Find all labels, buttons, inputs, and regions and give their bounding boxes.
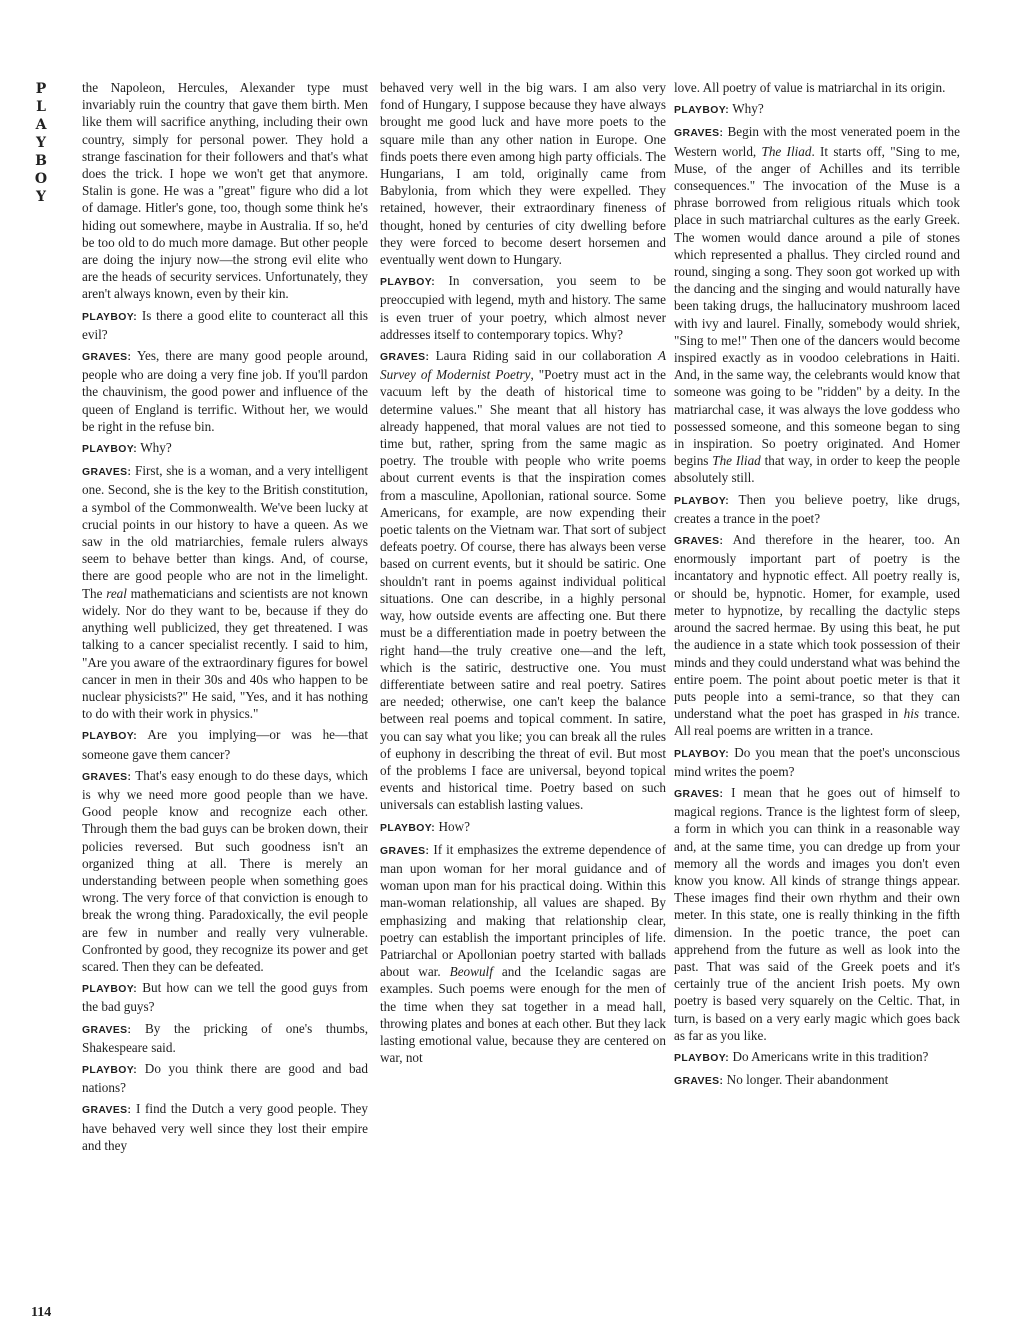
paragraph-text: Do Americans write in this tradition?	[732, 1048, 929, 1064]
italic-title: Beowulf	[449, 964, 493, 980]
paragraph-text: . It starts off, "Sing to me, Muse, of the anger of Achilles and its terrible consequences." The invocation of the Muse is a phrase borrowed from religious rituals which took place in such matriarchal cultures as the early Greek. The women would dance around a pile of stones which represented a phallus. They circled round and round, singing a song. They soon got worked up with the dancing and the singing and would naturally have been taking drugs, the hallucinatory mushroom laced with ivy and laurel. Finally, somebody would shriek, "Sing to me!" Then one of the dancers would become inspired exactly as in voodoo celebrations in Haiti. And, in the same way, the celebrants would know that someone was going to be "ridden" by a deity. In the matriarchal case, it was always the love goddess who possessed someone, and this someone began to sing in inspiration. So poetry originated. And Homer begins	[674, 143, 960, 469]
interview-paragraph	[82, 1060, 368, 1096]
paragraph-text: That's easy enough to do these days, which is why we need more good people than we have. Good people know and recognize each other. Through them the bad guys can be broken down, their policies reversed. But such goodness isn't an organized thing at all. There is merely an understanding between people when something goes wrong. The very force of that conviction is enough to break the wrong thing. Paradoxically, the evil people are few in number and really very vulnerable. Confronted by good, they recognize its power and get scared. Then they can be defeated.	[82, 767, 369, 974]
italic-title: his	[903, 706, 919, 722]
text-column-1	[82, 79, 368, 1158]
speaker-label: GRAVES:	[82, 467, 132, 479]
speaker-label: GRAVES:	[674, 536, 724, 548]
paragraph-text: I mean that he goes out of himself to magical regions. Trance is the lightest form of sleep, a form in which you can think in a reasonable way and, at the same time, you can dredge up from your memory all the words and images you don't even know you know. All kinds of strange things appear. These images find their own rhythm and their own meter. In this state, one is really thinking in the fifth dimension. In the poetic trance, the poet can apprehend from the future as well as look into the past. That was said of the Greek poets and it's certainly true of the ancient Irish poets. My own poetry is based very squarely on the Celtic. That, in turn, is based on a very early magic which goes back as far as you like.	[674, 784, 961, 1043]
speaker-label: PLAYBOY:	[380, 277, 436, 289]
interview-paragraph	[674, 531, 960, 739]
text-column-3	[674, 79, 960, 1094]
paragraph-text: Do you mean that the poet's unconscious mind writes the poem?	[674, 744, 960, 779]
paragraph-text: Begin with the most venerated poem in the Western world,	[674, 124, 960, 159]
magazine-name-vertical	[31, 80, 51, 206]
speaker-label: PLAYBOY:	[82, 984, 138, 996]
speaker-label: GRAVES:	[380, 352, 430, 364]
interview-paragraph	[82, 767, 368, 975]
interview-paragraph	[82, 726, 368, 762]
text-column-2	[380, 79, 666, 1070]
paragraph-text: In conversation, you seem to be preoccupied with legend, myth and history. The same is even truer of your poetry, which almost never addresses itself to contemporary topics. Why?	[380, 273, 666, 342]
paragraph-text: Do you think there are good and bad nations?	[82, 1060, 369, 1096]
magazine-name-letter: P	[35, 81, 47, 97]
interview-paragraph	[82, 1100, 368, 1154]
paragraph-text: Why?	[732, 101, 764, 117]
interview-paragraph	[82, 979, 368, 1015]
italic-title: The Iliad	[761, 143, 812, 159]
speaker-label: GRAVES:	[82, 1024, 132, 1036]
italic-title: real	[106, 585, 127, 601]
speaker-label: PLAYBOY:	[674, 1052, 730, 1064]
magazine-name-letter: L	[36, 99, 46, 115]
speaker-label: GRAVES:	[82, 352, 132, 364]
paragraph-text: mathematicians and scientists are not known widely. Nor do they want to be, because if they do anything well publicized, they get threatened. I was talking to a cancer specialist recently. I said to him, "Are you aware of the extraordinary figures for bowel cancer in men in their 30s and 40s who happen to be nuclear physicists?" He said, "Yes, and it has nothing to do with their work in physics."	[82, 585, 368, 722]
speaker-label: GRAVES:	[674, 128, 724, 140]
speaker-label: PLAYBOY:	[674, 748, 730, 760]
paragraph-text: First, she is a woman, and a very intelligent one. Second, she is the key to the British constitution, a symbol of the Commonwealth. We've been lucky at crucial points in our history to have a queen. As we saw in the old matriarchies, female rulers always seem to behave better than kings. And, of course, there are good people who are not in the limelight. The	[82, 463, 368, 601]
interview-paragraph	[380, 841, 666, 1067]
paragraph-text: If it emphasizes the extreme dependence of man upon woman for her moral guidance and of woman upon man for his practical doing. Within this man-woman relationship, all values are shaped. By emphasizing and making that relationship clear, poetry can establish the important principles of life. Patriarchal or Apollonian poetry started with ballads about war.	[380, 841, 667, 980]
interview-paragraph	[674, 100, 960, 119]
paragraph-text: Are you implying—or was he—that someone gave them cancer?	[82, 727, 369, 762]
interview-paragraph	[674, 79, 960, 96]
speaker-label: PLAYBOY:	[380, 822, 436, 834]
interview-paragraph	[380, 818, 666, 837]
interview-paragraph	[674, 123, 960, 486]
paragraph-text: Laura Riding said in our collaboration	[435, 348, 658, 364]
paragraph-text: Why?	[140, 440, 172, 456]
magazine-name-letter: O	[34, 171, 48, 187]
interview-paragraph	[674, 744, 960, 780]
speaker-label: GRAVES:	[380, 845, 430, 857]
speaker-label: PLAYBOY:	[674, 105, 730, 117]
paragraph-text: , "Poetry must act in the vacuum left by the death of historical time to determine values." She meant that all history has already happened, that moral values are not tied to time but, rather, spring from the same magic as poetry. The trouble with people who write poems about current events is that the inspiration comes from a masculine, Apollonian, rational source. Some Americans, for example, are now expending their poetic talents on the Vietnam war. That sort of subject defeats poetry. Of course, there has always been verse based on current events, but it should be satiric. One shouldn't rant in poems against individual political situations. One can describe, in a highly personal way, how outside events are affecting one. But there must be a differentiation made in poetry between the right hand—the truly creative one—and the left, which is the satiric, destructive one. You must differentiate between satire and real poetry. Satires are needed; otherwise, one can't keep the balance between real poems and topical comment. In satire, you can say what you like; you can break all the rules of euphony in describing the threat of evil. But most of the problems I face are universal, beyond topical events and historical time. Poetry based on such universals can establish lasting values.	[380, 367, 666, 813]
interview-paragraph	[380, 79, 666, 268]
magazine-name-letter: B	[35, 153, 47, 169]
paragraph-text: that way, in order to keep the people absolutely still.	[674, 453, 960, 486]
interview-paragraph	[674, 491, 960, 527]
paragraph-text: behaved very well in the big wars. I am also very fond of Hungary, I suppose because they have always brought me good luck and have more poets to the square mile than any other nation in Europe. One finds poets there even among high party officials. The Hungarians, I am told, originally came from Babylonia, from which they were expelled. They retained, however, their extraordinary fineness of thought, honed by centuries of city dwelling before they were forced to become desert horsemen and eventually went down to Hungary.	[380, 80, 666, 268]
speaker-label: GRAVES:	[674, 1076, 724, 1088]
speaker-label: PLAYBOY:	[82, 311, 138, 323]
speaker-label: PLAYBOY:	[82, 444, 138, 456]
speaker-label: GRAVES:	[674, 788, 724, 800]
interview-paragraph	[674, 1048, 960, 1067]
interview-paragraph	[380, 272, 666, 343]
paragraph-text: Then you believe poetry, like drugs, creates a trance in the poet?	[674, 491, 961, 526]
paragraph-text: and the Icelandic sagas are examples. Such poems were enough for the men of the time when they sat together in a mead hall, throwing plates and bones at each other. But they lack lasting emotional value, because they are centered on war, not	[380, 964, 666, 1066]
interview-paragraph	[82, 347, 368, 435]
magazine-name-letter: Y	[36, 189, 46, 205]
speaker-label: PLAYBOY:	[674, 495, 730, 507]
paragraph-text: I find the Dutch a very good people. They have behaved very well since they lost their empire and they	[82, 1101, 368, 1153]
interview-paragraph	[674, 1071, 960, 1090]
interview-paragraph	[82, 1020, 368, 1056]
speaker-label: GRAVES:	[82, 771, 132, 783]
magazine-name-letter: A	[35, 117, 47, 133]
interview-paragraph	[674, 784, 960, 1044]
paragraph-text: No longer. Their abandonment	[726, 1072, 889, 1088]
page-number: 114	[31, 1305, 52, 1320]
interview-paragraph	[82, 307, 368, 343]
paragraph-text: And therefore in the hearer, too. An enormously important part of poetry is the incantatory and hypnotic effect. All poetry really is, or should be, hypnotic. Homer, for example, used meter to hypnotize, by recalling the dactylic steps around the sacred hermae. By using this beat, he put the audience in a state which took possession of their minds and they could understand what was behind the entire poem. The point about poetic meter is that it puts people into a semi-trance, so that they can understand what the poet has grasped in	[674, 532, 960, 722]
paragraph-text: Yes, there are many good people around, people who are doing a very fine job. If you'll pardon the chauvinism, the good power and influence of the queen of England is terrific. Without her, we would be right in the refuse bin.	[82, 348, 368, 434]
paragraph-text: But how can we tell the good guys from the bad guys?	[82, 980, 368, 1015]
speaker-label: PLAYBOY:	[82, 731, 138, 743]
paragraph-text: How?	[438, 818, 470, 834]
interview-paragraph	[82, 462, 368, 722]
paragraph-text: Is there a good elite to counteract all this evil?	[82, 307, 368, 342]
italic-title: The Iliad	[712, 453, 761, 469]
paragraph-text: By the pricking of one's thumbs, Shakespeare said.	[82, 1020, 368, 1055]
italic-title: A Survey of Modernist Poetry	[380, 348, 667, 383]
paragraph-text: the Napoleon, Hercules, Alexander type must invariably ruin the country that gave them birth. Men like them will sacrifice anything, including their own country, simply for personal power. They hold a strange fascination for their followers and that's what does the trick. I hope we won't get that anymore. Stalin is gone. He was a "great" figure who did a lot of damage. Hitler's gone, too, though some think he's hiding out somewhere, maybe in Australia. If so, he'd be too old to do much more damage. But other people are doing the injury now—the strong evil elite who are the heads of security services. Unfortunately, they aren't always known, even by their kin.	[82, 80, 368, 302]
speaker-label: PLAYBOY:	[82, 1064, 138, 1076]
interview-paragraph	[380, 347, 666, 813]
magazine-name-letter: Y	[36, 135, 46, 151]
paragraph-text: trance. All real poems are written in a trance.	[674, 706, 960, 739]
interview-paragraph	[82, 439, 368, 458]
speaker-label: GRAVES:	[82, 1105, 132, 1117]
interview-paragraph	[82, 79, 368, 303]
paragraph-text: love. All poetry of value is matriarchal in its origin.	[674, 80, 946, 95]
